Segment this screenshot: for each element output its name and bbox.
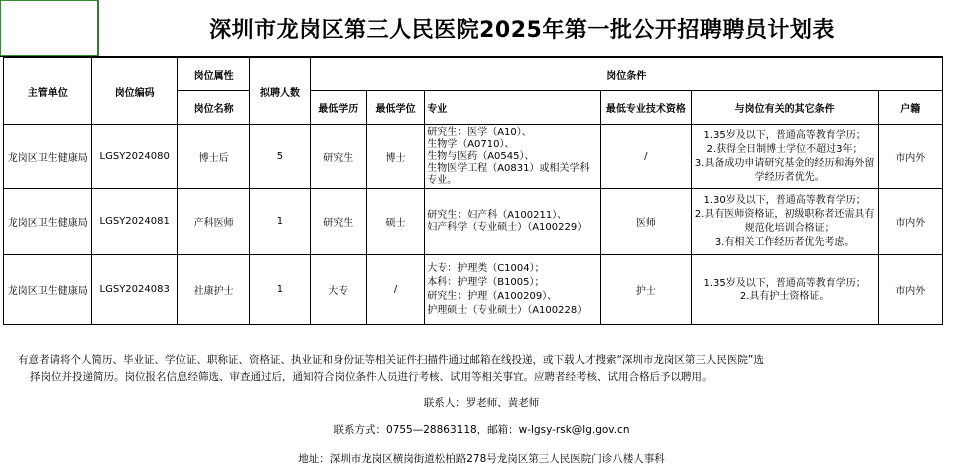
cell-degree: 博士 <box>366 125 424 189</box>
header-name: 岗位名称 <box>177 91 249 125</box>
header-hukou: 户籍 <box>878 91 942 125</box>
major-line: 研究生：妇产科（A100211）、 <box>427 209 568 221</box>
cell-count: 5 <box>250 125 310 189</box>
cell-major <box>425 255 601 325</box>
major-line: 本科：护理学（B1005）； <box>427 276 545 288</box>
header-conditions: 岗位条件 <box>310 58 942 91</box>
page-title: 深圳市龙岗区第三人民医院2025年第一批公开招聘聘员计划表 <box>209 17 835 43</box>
contact-person: 联系人：罗老师、黄老师 <box>423 397 540 409</box>
notice-line: 择岗位并投递简历。岗位报名信息经筛选、审查通过后，通知符合岗位条件人员进行考核、试用等相关事宜。应聘者经考核、试用合格后予以聘用。 <box>30 371 713 383</box>
cell-hukou: 市内外 <box>878 189 942 255</box>
header-unit: 主管单位 <box>4 58 92 125</box>
cell-count: 1 <box>250 189 310 255</box>
cell-name: 产科医师 <box>177 189 249 255</box>
cell-other <box>691 255 878 325</box>
recruitment-table <box>3 57 943 325</box>
condition-line: 3.有相关工作经历者优先考虑。 <box>714 236 855 248</box>
major-line: 生物与医药（A0545）、 <box>427 150 535 162</box>
header-row-1 <box>4 58 943 91</box>
selected-cell[interactable] <box>0 0 99 56</box>
header-qual: 最低专业技术资格 <box>601 91 691 125</box>
major-line: 专业。 <box>427 174 458 186</box>
cell-name: 博士后 <box>177 125 249 189</box>
condition-line: 1.35岁及以下，普通高等教育学历； <box>703 129 866 141</box>
major-line: 生物学（A0710）、 <box>427 138 515 150</box>
major-line: 护理硕士（专业硕士）（A100228） <box>427 304 588 316</box>
header-major: 专业 <box>425 91 601 125</box>
cell-hukou: 市内外 <box>878 255 942 325</box>
cell-qual: 医师 <box>601 189 691 255</box>
major-line: 妇产科学（专业硕士）（A100229） <box>427 221 588 233</box>
cell-major <box>425 189 601 255</box>
header-count: 拟聘人数 <box>250 58 310 125</box>
cell-unit: 龙岗区卫生健康局 <box>4 189 92 255</box>
cell-degree: 硕士 <box>366 189 424 255</box>
condition-line: 学经历者优先。 <box>754 171 825 183</box>
cell-unit: 龙岗区卫生健康局 <box>4 125 92 189</box>
condition-line: 2.具有护士资格证。 <box>739 290 830 302</box>
header-attr: 岗位属性 <box>177 58 249 91</box>
header-degree: 最低学位 <box>366 91 424 125</box>
table-row <box>4 125 943 189</box>
cell-hukou: 市内外 <box>878 125 942 189</box>
major-line: 研究生：护理（A100209）、 <box>427 290 558 302</box>
condition-line: 1.30岁及以下，普通高等教育学历； <box>703 194 866 206</box>
table-row <box>4 255 943 325</box>
condition-line: 2.获得全日制博士学位不超过3年； <box>706 143 863 155</box>
major-line: 研究生：医学（A10）、 <box>427 126 532 138</box>
application-notice <box>18 352 943 386</box>
major-line: 大专：护理类（C1004）； <box>427 262 545 274</box>
cell-degree: / <box>366 255 424 325</box>
cell-edu: 大专 <box>310 255 366 325</box>
condition-line: 1.35岁及以下，普通高等教育学历； <box>703 277 866 289</box>
contact-info: 联系方式：0755—28863118，邮箱：w-lgsy-rsk@lg.gov.cn <box>333 424 630 436</box>
table-row <box>4 189 943 255</box>
header-edu: 最低学历 <box>310 91 366 125</box>
major-line: 生物医学工程（A0831）或相关学科 <box>427 162 590 174</box>
cell-code: LGSY2024083 <box>92 255 177 325</box>
address: 地址：深圳市龙岗区横岗街道松柏路278号龙岗区第三人民医院门诊八楼人事科 <box>298 453 665 465</box>
notice-line: 有意者请将个人简历、毕业证、学位证、职称证、资格证、执业证和身份证等相关证件扫描件通过邮箱在线投递，或下载人才搜索“深圳市龙岗区第三人民医院”选 <box>18 354 764 366</box>
condition-line: 2.具有医师资格证，初级职称者还需具有 <box>694 208 875 220</box>
cell-qual: / <box>601 125 691 189</box>
header-other: 与岗位有关的其它条件 <box>691 91 878 125</box>
cell-other <box>691 125 878 189</box>
cell-edu: 研究生 <box>310 189 366 255</box>
cell-code: LGSY2024081 <box>92 189 177 255</box>
cell-count: 1 <box>250 255 310 325</box>
cell-edu: 研究生 <box>310 125 366 189</box>
cell-qual: 护士 <box>601 255 691 325</box>
condition-line: 3.具备成功申请研究基金的经历和海外留 <box>694 157 875 169</box>
cell-name: 社康护士 <box>177 255 249 325</box>
condition-line: 规范化培训合格证； <box>744 222 835 234</box>
cell-code: LGSY2024080 <box>92 125 177 189</box>
header-code: 岗位编码 <box>92 58 177 125</box>
cell-unit: 龙岗区卫生健康局 <box>4 255 92 325</box>
cell-major <box>425 125 601 189</box>
cell-other <box>691 189 878 255</box>
